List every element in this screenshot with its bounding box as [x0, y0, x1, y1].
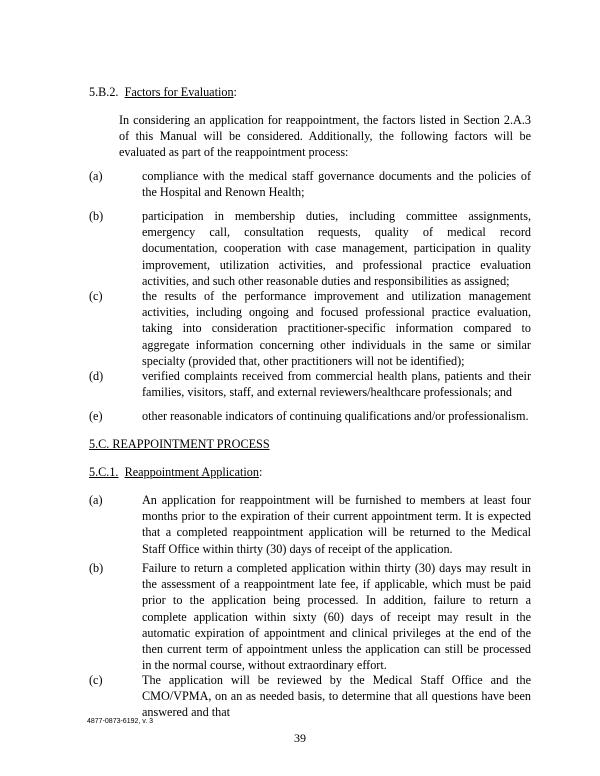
- item-text: participation in membership duties, including committee assignments, emergency call, consultation requests, quality of medical record documentation, cooperation with case management, participation in quality improvement, utilization activities, and professional practice evaluation activities, and such other reasonable duties and responsibilities as assigned;: [142, 209, 531, 288]
- list-item: [89, 288, 531, 369]
- list-item: [89, 492, 531, 557]
- section-number: 5.B.2.: [89, 85, 119, 99]
- item-text: other reasonable indicators of continuing qualifications and/or professionalism.: [142, 409, 529, 423]
- section-title: Reappointment Application: [124, 465, 259, 479]
- list-item: [89, 408, 531, 424]
- item-label: (c): [89, 673, 103, 687]
- section-heading-5b2: 5.B.2. Factors for Evaluation:: [89, 85, 237, 99]
- item-label: (d): [89, 369, 104, 383]
- list-item: [89, 560, 531, 673]
- item-text: Failure to return a completed application within thirty (30) days may result in the assessment of a reappointment late fee, if applicable, which must be paid prior to the application being processed. In addition, failure to return a complete application within sixty (60) days of receipt may result in the automatic expiration of appointment and clinical privileges at the end of the then current term of appointment unless the application can still be processed in the normal course, without extraordinary effort.: [142, 561, 531, 673]
- item-text: The application will be reviewed by the Medical Staff Office and the CMO/VPMA, on an as needed basis, to determine that all questions have been answered and that: [142, 673, 531, 720]
- list-item: [89, 168, 531, 200]
- item-text: compliance with the medical staff governance documents and the policies of the Hospital and Renown Health;: [142, 169, 531, 200]
- section-number: 5.C.1.: [89, 465, 119, 479]
- section-heading-5c1: 5.C.1. Reappointment Application:: [89, 465, 263, 479]
- section-heading-5c: 5.C. REAPPOINTMENT PROCESS: [89, 437, 270, 451]
- item-text: verified complaints received from commercial health plans, patients and their families, visitors, staff, and external reviewers/healthcare professionals; and: [142, 369, 531, 400]
- list-item: [89, 208, 531, 289]
- document-code: 4877-0873-6192, v. 3: [87, 718, 154, 725]
- item-label: (e): [89, 409, 103, 423]
- item-label: (b): [89, 561, 104, 575]
- item-label: (a): [89, 169, 103, 183]
- page-number: 39: [294, 731, 306, 745]
- item-label: (a): [89, 493, 103, 507]
- list-item: [89, 368, 531, 400]
- item-text: the results of the performance improvement and utilization management activities, including ongoing and focused professional practice evaluation, taking into consideration practitioner-specific information compared to aggregate information concerning other individuals in the same or similar specialty (provided that, other practitioners will not be identified);: [142, 289, 531, 368]
- item-text: An application for reappointment will be furnished to members at least four months prior to the expiration of their current appointment term. It is expected that a completed reappointment application will be returned to the Medical Staff Office within thirty (30) days of receipt of the application.: [142, 493, 531, 556]
- item-label: (c): [89, 289, 103, 303]
- intro-paragraph: In considering an application for reappointment, the factors listed in Section 2.A.3 of this Manual will be considered. Additionally, the following factors will be evaluated as part of the reappointment process:: [119, 113, 531, 160]
- section-title: Factors for Evaluation: [124, 85, 234, 99]
- list-item: [89, 672, 531, 721]
- item-label: (b): [89, 209, 104, 223]
